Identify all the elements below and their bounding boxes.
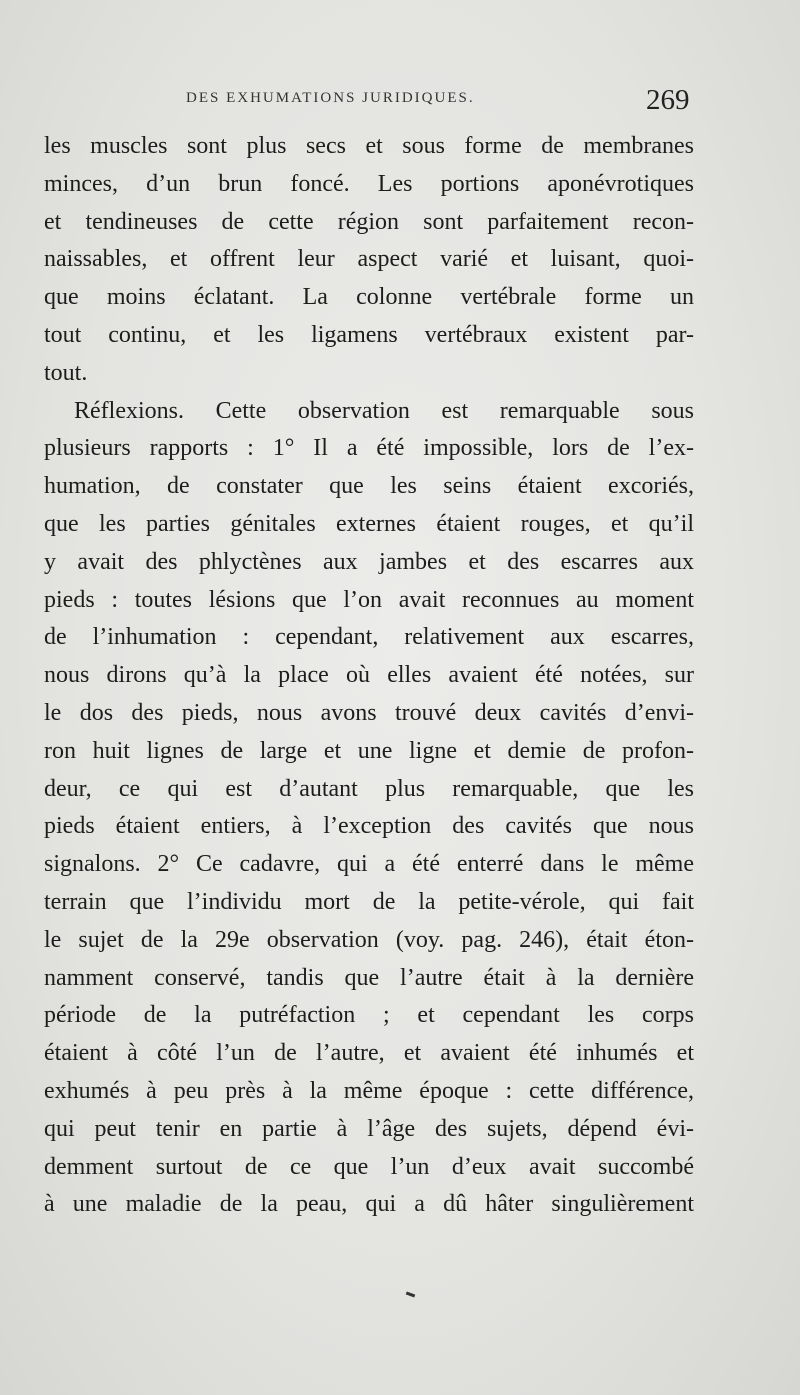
text-line: Réflexions. Cette observation est remarquable sous xyxy=(74,397,694,424)
text-line: plusieurs rapports : 1° Il a été impossible, lors de l’ex- xyxy=(44,435,694,462)
text-line: qui peut tenir en partie à l’âge des sujets, dépend évi- xyxy=(44,1115,694,1142)
text-line: que moins éclatant. La colonne vertébrale forme un xyxy=(44,284,694,311)
text-line: deur, ce qui est d’autant plus remarquable, que les xyxy=(44,775,694,802)
text-line: minces, d’un brun foncé. Les portions aponévrotiques xyxy=(44,170,694,197)
text-line: étaient à côté l’un de l’autre, et avaient été inhumés et xyxy=(44,1040,694,1067)
text-line: y avait des phlyctènes aux jambes et des escarres aux xyxy=(44,548,694,575)
text-line: de l’inhumation : cependant, relativement aux escarres, xyxy=(44,624,694,651)
text-line: exhumés à peu près à la même époque : cette différence, xyxy=(44,1077,694,1104)
body-text xyxy=(44,128,694,1224)
text-line: que les parties génitales externes étaient rouges, et qu’il xyxy=(44,510,694,537)
text-line: nous dirons qu’à la place où elles avaient été notées, sur xyxy=(44,662,694,689)
text-line: pieds étaient entiers, à l’exception des cavités que nous xyxy=(44,813,694,840)
text-line: namment conservé, tandis que l’autre était à la dernière xyxy=(44,964,694,991)
text-line: naissables, et offrent leur aspect varié et luisant, quoi- xyxy=(44,246,694,273)
running-head: DES EXHUMATIONS JURIDIQUES. xyxy=(186,90,475,106)
text-line: ron huit lignes de large et une ligne et demie de profon- xyxy=(44,737,694,764)
text-line: demment surtout de ce que l’un d’eux avait succombé xyxy=(44,1153,694,1180)
text-line: humation, de constater que les seins étaient excoriés, xyxy=(44,473,694,500)
text-line: signalons. 2° Ce cadavre, qui a été enterré dans le même xyxy=(44,851,694,878)
text-line: pieds : toutes lésions que l’on avait reconnues au moment xyxy=(44,586,694,613)
text-line: et tendineuses de cette région sont parfaitement recon- xyxy=(44,208,694,235)
text-line: le dos des pieds, nous avons trouvé deux cavités d’envi- xyxy=(44,699,694,726)
text-line: le sujet de la 29e observation (voy. pag. 246), était éton- xyxy=(44,926,694,953)
text-line: tout continu, et les ligamens vertébraux existent par- xyxy=(44,321,694,348)
text-line: terrain que l’individu mort de la petite-vérole, qui fait xyxy=(44,888,694,915)
page-number: 269 xyxy=(646,84,690,116)
text-line: tout. xyxy=(44,359,88,386)
text-line: période de la putréfaction ; et cependant les corps xyxy=(44,1002,694,1029)
text-line: à une maladie de la peau, qui a dû hâter singulièrement xyxy=(44,1191,694,1218)
text-line: les muscles sont plus secs et sous forme de membranes xyxy=(44,133,694,159)
ink-mark xyxy=(406,1292,415,1298)
